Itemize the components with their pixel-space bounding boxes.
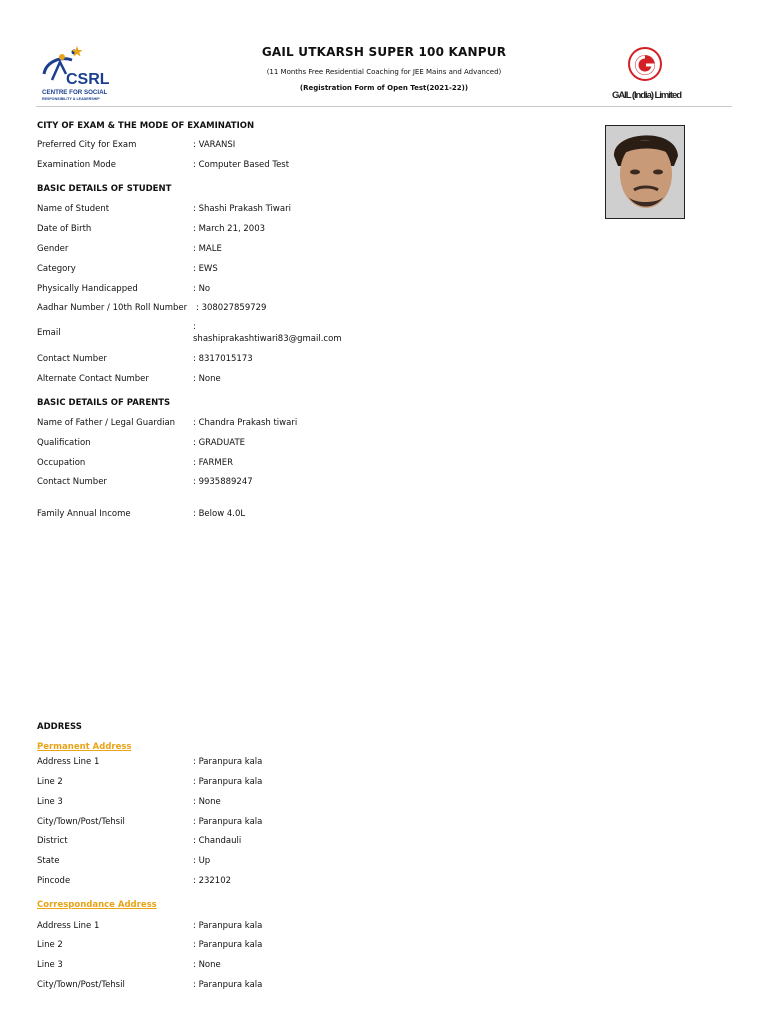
field-label: State	[37, 856, 60, 866]
field-value-prefix: :	[193, 322, 196, 332]
field-value: : March 21, 2003	[193, 224, 266, 234]
field-value: : Paranpura kala	[193, 940, 263, 950]
csrl-logo-text: CSRL	[66, 71, 110, 88]
field-value: : Paranpura kala	[193, 980, 263, 990]
gail-logo-icon	[608, 44, 688, 104]
field-row-email	[37, 322, 597, 348]
field-label: Line 2	[37, 777, 63, 787]
section-title-address: ADDRESS	[37, 722, 82, 732]
field-value: : 9935889247	[193, 477, 253, 487]
field-row-occupation	[37, 458, 597, 472]
field-value: : MALE	[193, 244, 222, 254]
field-value: : VARANSI	[193, 140, 236, 150]
field-value: : Below 4.0L	[193, 509, 246, 519]
field-label: Name of Student	[37, 204, 110, 214]
field-label: Preferred City for Exam	[37, 140, 137, 150]
section-title-parents: BASIC DETAILS OF PARENTS	[37, 398, 171, 408]
gail-logo-text: GAIL (India) Limited	[612, 90, 682, 101]
csrl-tagline-2: RESPONSIBILITY & LEADERSHIP	[42, 97, 100, 101]
field-row-dob	[37, 224, 597, 238]
field-value: : 232102	[193, 876, 232, 886]
csrl-tagline-1: CENTRE FOR SOCIAL	[42, 89, 108, 96]
subtitle-correspondence-address: Correspondance Address	[37, 900, 157, 910]
field-value: : 308027859729	[196, 303, 267, 313]
field-value: : Shashi Prakash Tiwari	[193, 204, 291, 214]
field-label: City/Town/Post/Tehsil	[37, 817, 125, 827]
field-row-gender	[37, 244, 597, 258]
field-value: : GRADUATE	[193, 438, 246, 448]
field-label: Name of Father / Legal Guardian	[37, 418, 176, 428]
gail-logo	[608, 44, 688, 104]
field-value: : Paranpura kala	[193, 921, 263, 931]
field-label: Alternate Contact Number	[37, 374, 149, 384]
field-label: Line 2	[37, 940, 63, 950]
field-value: : None	[193, 797, 221, 807]
field-value: : EWS	[193, 264, 218, 274]
field-row-perm-line3	[37, 797, 597, 811]
field-row-perm-pincode	[37, 876, 597, 890]
field-label: Email	[37, 328, 61, 338]
field-label: City/Town/Post/Tehsil	[37, 980, 125, 990]
field-label: Family Annual Income	[37, 509, 131, 519]
field-label: Aadhar Number / 10th Roll Number	[37, 303, 188, 313]
section-title-student: BASIC DETAILS OF STUDENT	[37, 184, 172, 194]
field-label: Contact Number	[37, 354, 107, 364]
student-photo	[605, 125, 685, 219]
field-label: District	[37, 836, 68, 846]
field-row-perm-state	[37, 856, 597, 870]
field-value: : FARMER	[193, 458, 234, 468]
field-row-category	[37, 264, 597, 278]
field-value: : Paranpura kala	[193, 777, 263, 787]
field-row-handicapped	[37, 284, 597, 298]
field-label: Gender	[37, 244, 69, 254]
field-row-perm-line2	[37, 777, 597, 791]
field-row-corr-line1	[37, 921, 597, 935]
field-row-corr-line2	[37, 940, 597, 954]
field-label: Address Line 1	[37, 921, 100, 931]
field-row-student-name	[37, 204, 597, 218]
form-main-title: GAIL UTKARSH SUPER 100 KANPUR	[261, 45, 507, 59]
field-label: Contact Number	[37, 477, 107, 487]
field-value: : Up	[193, 856, 211, 866]
field-row-income	[37, 509, 597, 523]
field-value: : Paranpura kala	[193, 757, 263, 767]
field-value: : None	[193, 374, 221, 384]
field-row-father-name	[37, 418, 597, 432]
header-divider	[36, 106, 732, 107]
field-row-contact	[37, 354, 597, 368]
field-row-aadhar	[37, 303, 597, 317]
field-row-corr-city	[37, 980, 597, 994]
field-label: Line 3	[37, 797, 63, 807]
field-value: : Chandauli	[193, 836, 242, 846]
field-label: Address Line 1	[37, 757, 100, 767]
field-value: : Paranpura kala	[193, 817, 263, 827]
field-row-corr-line3	[37, 960, 597, 974]
field-row-alt-contact	[37, 374, 597, 388]
field-label: Pincode	[37, 876, 71, 886]
field-row-exam-mode	[37, 160, 597, 174]
subtitle-permanent-address: Permanent Address	[37, 742, 132, 752]
field-value: : No	[193, 284, 211, 294]
field-row-perm-city	[37, 817, 597, 831]
student-photo-image	[606, 126, 684, 218]
field-row-perm-district	[37, 836, 597, 850]
field-label: Line 3	[37, 960, 63, 970]
field-value: : 8317015173	[193, 354, 253, 364]
form-subtitle: (11 Months Free Residential Coaching for JEE Mains and Advanced)	[266, 68, 502, 76]
form-header	[0, 0, 768, 108]
field-label: Physically Handicapped	[37, 284, 138, 294]
field-row-perm-line1	[37, 757, 597, 771]
field-label: Qualification	[37, 438, 91, 448]
form-registration-title: (Registration Form of Open Test(2021-22))	[299, 84, 469, 92]
field-value-email: shashiprakashtiwari83@gmail.com	[193, 334, 342, 344]
field-value: : Chandra Prakash tiwari	[193, 418, 298, 428]
field-label: Examination Mode	[37, 160, 116, 170]
field-row-qualification	[37, 438, 597, 452]
field-label: Occupation	[37, 458, 86, 468]
field-row-preferred-city	[37, 140, 597, 154]
field-label: Date of Birth	[37, 224, 92, 234]
field-row-parent-contact	[37, 477, 597, 491]
section-title-exam: CITY OF EXAM & THE MODE OF EXAMINATION	[37, 121, 255, 131]
field-label: Category	[37, 264, 76, 274]
field-value: : Computer Based Test	[193, 160, 290, 170]
field-value: : None	[193, 960, 221, 970]
